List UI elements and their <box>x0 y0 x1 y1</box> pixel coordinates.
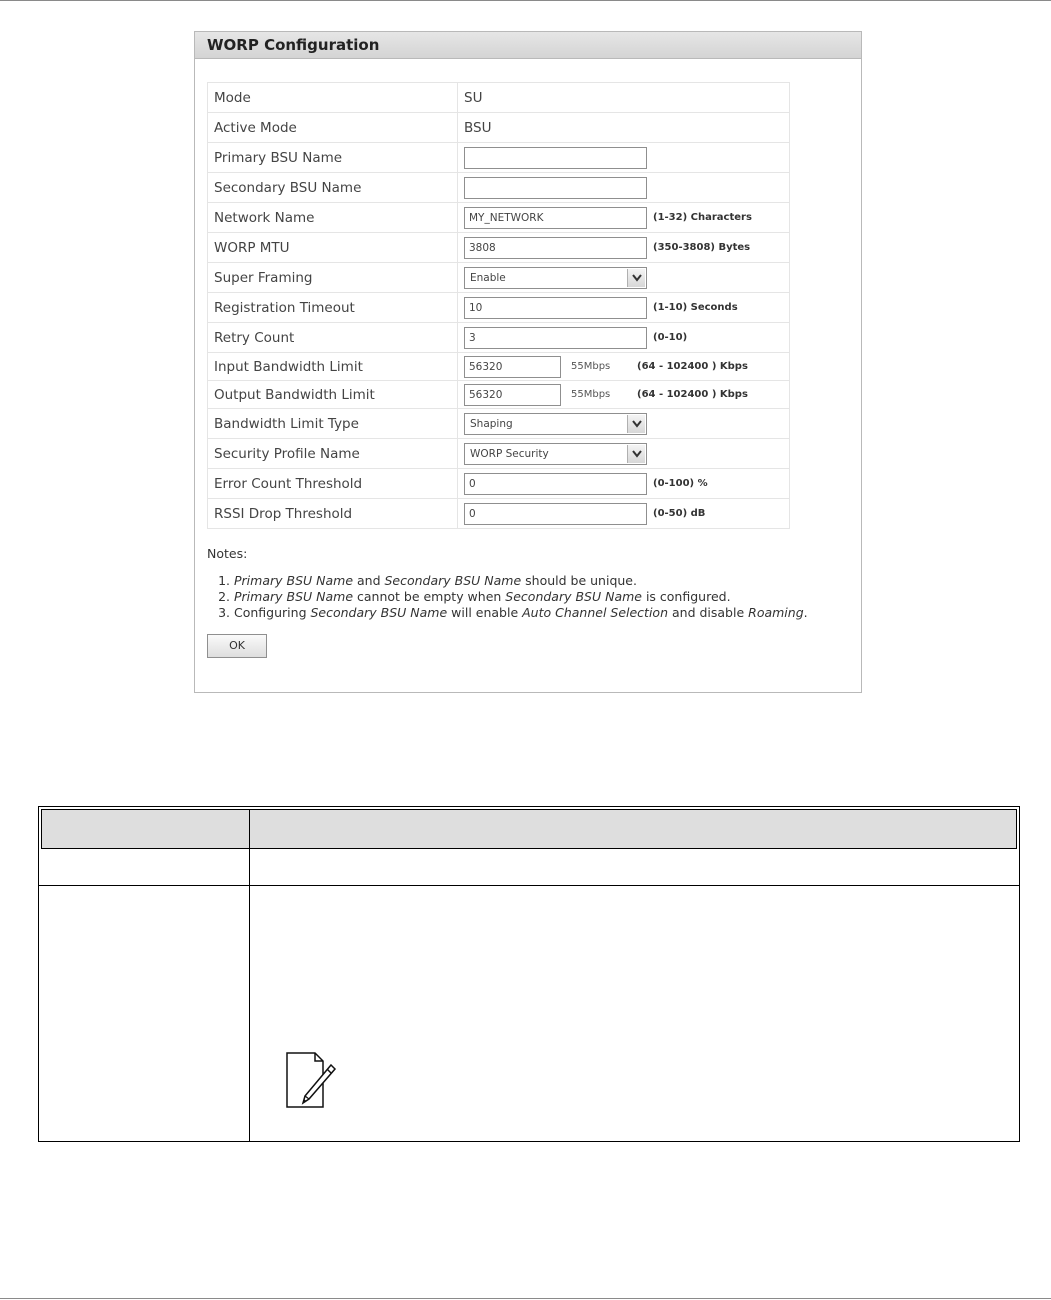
super-framing-value: Enable <box>470 271 506 284</box>
note-item-3 <box>234 605 808 621</box>
row-registration-timeout <box>208 293 790 323</box>
chevron-down-icon[interactable] <box>627 445 645 463</box>
label-worp-mtu: WORP MTU <box>208 233 458 263</box>
network-name-input[interactable]: MY_NETWORK <box>464 207 647 229</box>
output-bandwidth-rate: 55Mbps <box>571 389 611 400</box>
note-item-1 <box>234 573 808 589</box>
registration-timeout-hint: (1-10) Seconds <box>653 302 738 313</box>
row-network-name <box>208 203 790 233</box>
bandwidth-limit-type-value: Shaping <box>470 417 513 430</box>
note-term: Auto Channel Selection <box>522 605 669 620</box>
input-bandwidth-hint: (64 - 102400 ) Kbps <box>637 361 748 372</box>
label-active-mode: Active Mode <box>208 113 458 143</box>
chevron-down-icon[interactable] <box>627 415 645 433</box>
output-bandwidth-hint: (64 - 102400 ) Kbps <box>637 389 748 400</box>
security-profile-name-select[interactable] <box>464 443 647 465</box>
parameter-table-header <box>41 809 1017 849</box>
note-text: . <box>803 605 808 620</box>
column-divider <box>249 849 250 1141</box>
row-worp-mtu <box>208 233 790 263</box>
note-term: Primary BSU Name <box>234 589 354 604</box>
label-primary-bsu-name: Primary BSU Name <box>208 143 458 173</box>
network-name-hint: (1-32) Characters <box>653 212 752 223</box>
super-framing-select[interactable] <box>464 267 647 289</box>
chevron-down-icon[interactable] <box>627 269 645 287</box>
label-bandwidth-limit-type: Bandwidth Limit Type <box>208 409 458 439</box>
panel-title: WORP Configuration <box>195 32 861 59</box>
row-rssi-drop-threshold <box>208 499 790 529</box>
value-active-mode: BSU <box>458 113 790 143</box>
registration-timeout-input[interactable]: 10 <box>464 297 647 319</box>
note-text: is configured. <box>641 589 731 604</box>
label-rssi-drop-threshold: RSSI Drop Threshold <box>208 499 458 529</box>
row-bandwidth-limit-type <box>208 409 790 439</box>
retry-count-input[interactable]: 3 <box>464 327 647 349</box>
worp-mtu-input[interactable]: 3808 <box>464 237 647 259</box>
note-text: Configuring <box>234 605 311 620</box>
note-term: Secondary BSU Name <box>310 605 448 620</box>
note-text: cannot be empty when <box>353 589 506 604</box>
worp-configuration-panel <box>194 31 862 693</box>
notes-title: Notes: <box>207 546 248 561</box>
rssi-drop-threshold-input[interactable]: 0 <box>464 503 647 525</box>
row-active-mode <box>208 113 790 143</box>
input-bandwidth-limit-input[interactable]: 56320 <box>464 356 561 378</box>
row-secondary-bsu-name <box>208 173 790 203</box>
row-primary-bsu-name <box>208 143 790 173</box>
parameter-table <box>38 806 1020 1142</box>
note-term: Primary BSU Name <box>234 573 354 588</box>
row-mode <box>208 83 790 113</box>
worp-mtu-hint: (350-3808) Bytes <box>653 242 751 253</box>
input-bandwidth-rate: 55Mbps <box>571 361 611 372</box>
error-count-threshold-hint: (0-100) % <box>653 478 708 489</box>
primary-bsu-name-input[interactable] <box>464 147 647 169</box>
note-text: and <box>353 573 385 588</box>
note-text: should be unique. <box>521 573 637 588</box>
label-retry-count: Retry Count <box>208 323 458 353</box>
label-network-name: Network Name <box>208 203 458 233</box>
note-term: Roaming <box>748 605 804 620</box>
row-retry-count <box>208 323 790 353</box>
label-secondary-bsu-name: Secondary BSU Name <box>208 173 458 203</box>
row-super-framing <box>208 263 790 293</box>
header-divider <box>249 810 250 848</box>
row-security-profile-name <box>208 439 790 469</box>
error-count-threshold-input[interactable]: 0 <box>464 473 647 495</box>
note-term: Secondary BSU Name <box>384 573 522 588</box>
security-profile-name-value: WORP Security <box>470 447 549 460</box>
output-bandwidth-limit-input[interactable]: 56320 <box>464 384 561 406</box>
ok-button[interactable]: OK <box>207 634 267 658</box>
label-security-profile-name: Security Profile Name <box>208 439 458 469</box>
notes-list <box>207 573 808 621</box>
label-error-count-threshold: Error Count Threshold <box>208 469 458 499</box>
bottom-rule <box>0 1298 1051 1299</box>
row-error-count-threshold <box>208 469 790 499</box>
row-divider <box>39 885 1019 886</box>
label-output-bandwidth-limit: Output Bandwidth Limit <box>208 381 458 409</box>
secondary-bsu-name-input[interactable] <box>464 177 647 199</box>
note-text: will enable <box>447 605 523 620</box>
label-mode: Mode <box>208 83 458 113</box>
bandwidth-limit-type-select[interactable] <box>464 413 647 435</box>
row-output-bandwidth-limit <box>208 381 790 409</box>
pencil-note-icon <box>285 1051 337 1113</box>
notes <box>207 546 808 621</box>
row-input-bandwidth-limit <box>208 353 790 381</box>
label-input-bandwidth-limit: Input Bandwidth Limit <box>208 353 458 381</box>
rssi-drop-threshold-hint: (0-50) dB <box>653 508 706 519</box>
note-text: and disable <box>668 605 749 620</box>
value-mode: SU <box>458 83 790 113</box>
top-rule <box>0 0 1051 1</box>
label-super-framing: Super Framing <box>208 263 458 293</box>
note-item-2 <box>234 589 808 605</box>
note-term: Secondary BSU Name <box>505 589 642 604</box>
label-registration-timeout: Registration Timeout <box>208 293 458 323</box>
retry-count-hint: (0-10) <box>653 332 688 343</box>
config-table <box>207 82 790 529</box>
